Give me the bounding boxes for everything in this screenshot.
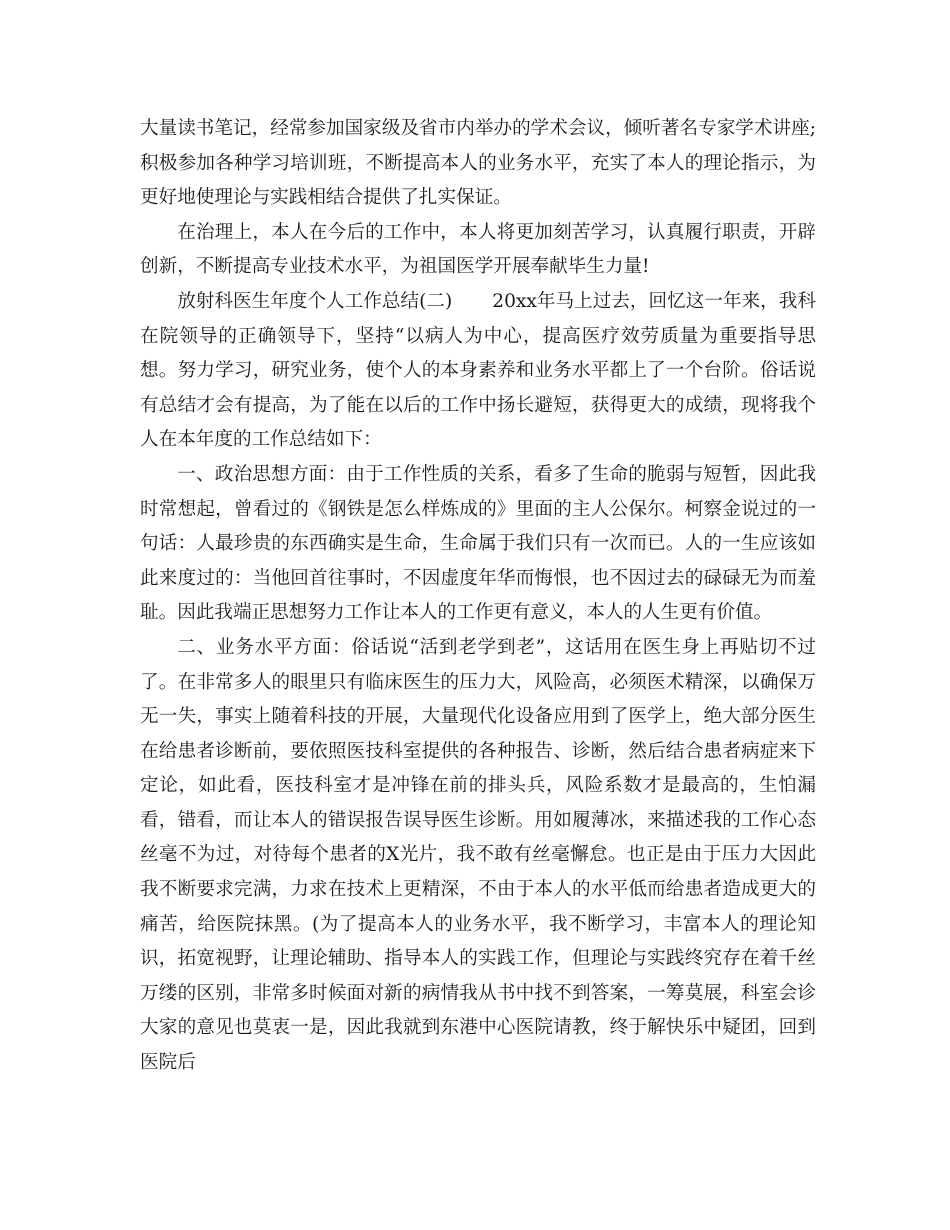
paragraph-business-level: 二、业务水平方面：俗话说“活到老学到老”，这话用在医生身上再贴切不过了。在非常多人的眼里只有临床医生的压力大，风险高，必须医术精深，以确保万无一失，事实上随着科技的开展，大量现代化设备应用到了医学上，绝大部分医生在给患者诊断前，要依照医技科室提供的各种报告、诊断，然后结合患者病症来下定论，如此看，医技科室才是冲锋在前的排头兵，风险系数才是最高的，生怕漏看，错看，而让本人的错误报告误导医生诊断。用如履薄冰，来描述我的工作心态丝毫不为过，对待每个患者的X光片，我不敢有丝毫懈怠。也正是由于压力大因此我不断要求完满，力求在技术上更精深，不由于本人的水平低而给患者造成更大的痛苦，给医院抹黑。(为了提高本人的业务水平，我不断学习，丰富本人的理论知识，拓宽视野，让理论辅助、指导本人的实践工作，但理论与实践终究存在着千丝万缕的区别，非常多时候面对新的病情我从书中找不到答案，一筹莫展，科室会诊大家的意见也莫衷一是，因此我就到东港中心医院请教，终于解快乐中疑团，回到医院后 bbox=[140, 636, 816, 1074]
paragraph-reading-notes: 大量读书笔记，经常参加国家级及省市内举办的学术会议，倾听著名专家学术讲座;积极参加各种学习培训班，不断提高本人的业务水平，充实了本人的理论指示，为更好地使理论与实践相结合提供了扎实保证。 bbox=[140, 118, 816, 209]
paragraph-management: 在治理上，本人在今后的工作中，本人将更加刻苦学习，认真履行职责，开辟创新，不断提高专业技术水平，为祖国医学开展奉献毕生力量! bbox=[140, 221, 816, 278]
document-body bbox=[140, 112, 816, 1081]
section-intro-text: 20xx年马上过去，回忆这一年来，我科在院领导的正确领导下，坚持“以病人为中心，提高医疗效劳质量为重要指导思想。努力学习，研究业务，使个人的本身素养和业务水平都上了一个台阶。俗话说有总结才会有提高，为了能在以后的工作中扬长避短，获得更大的成绩，现将我个人在本年度的工作总结如下： bbox=[140, 290, 816, 451]
paragraph-political-thought: 一、政治思想方面：由于工作性质的关系，看多了生命的脆弱与短暂，因此我时常想起，曾看过的《钢铁是怎么样炼成的》里面的主人公保尔。柯察金说过的一句话：人最珍贵的东西确实是生命，生命属于我们只有一次而已。人的一生应该如此来度过的：当他回首往事时，不因虚度年华而悔恨，也不因过去的碌碌无为而羞耻。因此我端正思想努力工作让本人的工作更有意义，本人的人生更有价值。 bbox=[140, 463, 816, 624]
paragraph-section-intro bbox=[140, 285, 816, 458]
section-title: 放射科医生年度个人工作总结(二) bbox=[177, 290, 453, 312]
